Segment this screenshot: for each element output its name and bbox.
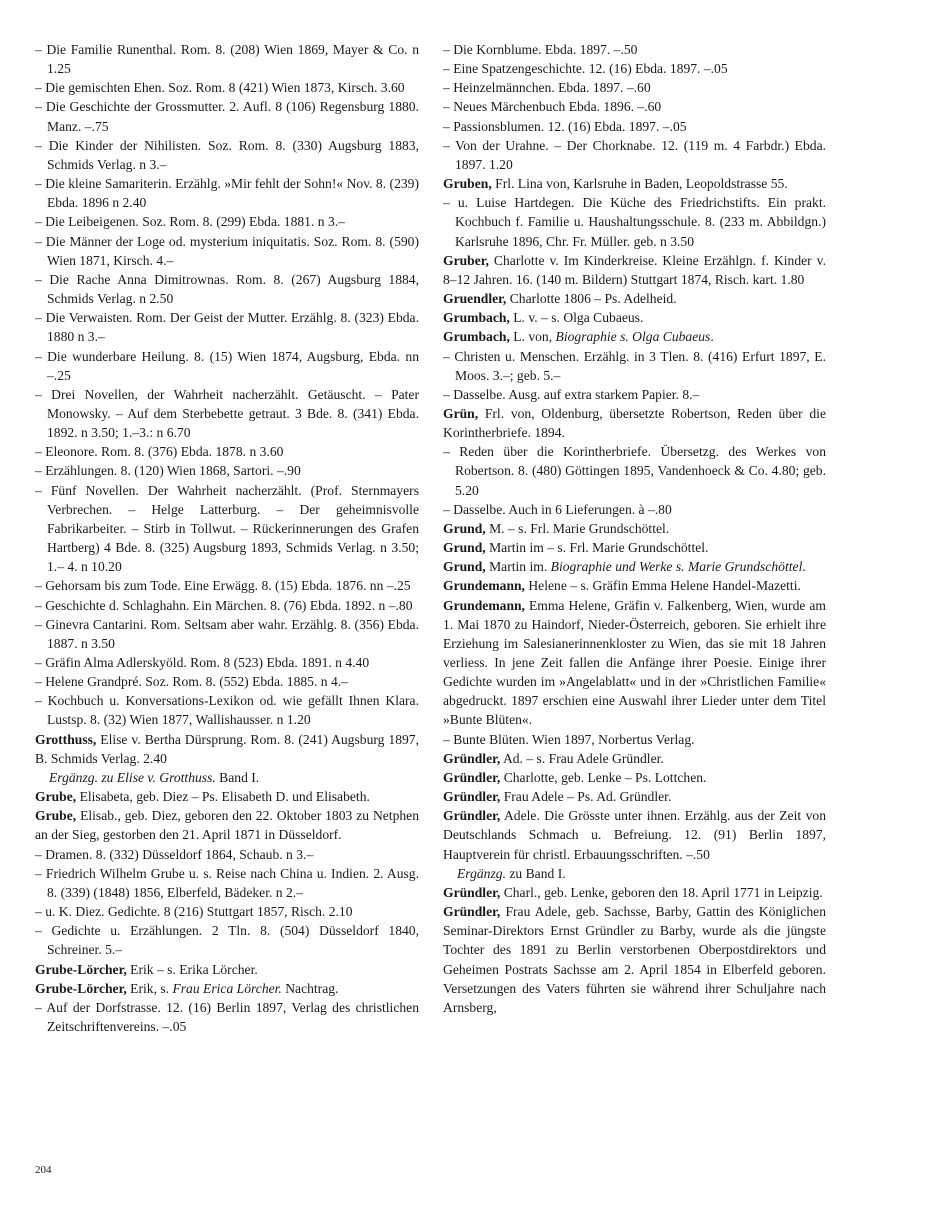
entry-headword: Gruendler, bbox=[443, 291, 507, 307]
sub-entry bbox=[35, 136, 419, 174]
entry-text: Frl. Lina von, Karlsruhe in Baden, Leopoldstrasse 55. bbox=[491, 176, 788, 192]
entry-text: – Bunte Blüten. Wien 1897, Norbertus Verlag. bbox=[443, 731, 695, 747]
entry-headword: Grund, bbox=[443, 559, 486, 575]
entry-text: – Drei Novellen, der Wahrheit nacherzählt. Getäuscht. – Pater Monowsky. – Auf dem Sterbebette getraut. 3 Bde. 8. (341) Ebda. 1892. n 3.50; 1.–3.: n 6.70 bbox=[35, 386, 419, 441]
entry-text: – Reden über die Korintherbriefe. Übersetzg. des Werkes von Robertson. 8. (480) Göttingen 1895, Vandenhoeck & Co. 4.80; geb. 5.20 bbox=[443, 444, 826, 498]
entry-text: Charlotte, geb. Lenke – Ps. Lottchen. bbox=[500, 769, 707, 785]
entry-italic: Biographie s. Olga Cubaeus bbox=[555, 329, 711, 345]
sub-entry bbox=[35, 653, 419, 672]
index-entry bbox=[443, 519, 826, 538]
entry-headword: Gründler, bbox=[443, 789, 501, 805]
entry-text: zu Band I. bbox=[505, 865, 566, 881]
entry-text: Elisab., geb. Diez, geboren den 22. Oktober 1803 zu Netphen an der Sieg, gestorben den 21. April 1871 in Düsseldorf. bbox=[35, 808, 419, 843]
entry-text: – Dasselbe. Auch in 6 Lieferungen. à –.80 bbox=[443, 501, 672, 517]
entry-headword: Grotthuss, bbox=[35, 731, 97, 747]
entry-headword: Grundemann, bbox=[443, 597, 525, 613]
right-column bbox=[443, 40, 826, 1017]
entry-text: – Auf der Dorfstrasse. 12. (16) Berlin 1897, Verlag des christlichen Zeitschriftenvereins. –.05 bbox=[35, 999, 419, 1034]
sub-entry bbox=[443, 117, 826, 136]
entry-text: – Die Familie Runenthal. Rom. 8. (208) Wien 1869, Mayer & Co. n 1.25 bbox=[35, 42, 419, 77]
sub-entry bbox=[35, 385, 419, 442]
entry-headword: Grube, bbox=[35, 808, 77, 824]
sub-entry bbox=[443, 442, 826, 499]
entry-text: Erik, s. bbox=[126, 980, 173, 996]
entry-text: – Die Kinder der Nihilisten. Soz. Rom. 8. (330) Augsburg 1883, Schmids Verlag. n 3.– bbox=[35, 137, 419, 172]
entry-text: – Passionsblumen. 12. (16) Ebda. 1897. –.05 bbox=[443, 118, 687, 134]
entry-text: – Ginevra Cantarini. Rom. Seltsam aber wahr. Erzählg. 8. (356) Ebda. 1887. n 3.50 bbox=[35, 616, 419, 651]
sub-entry bbox=[35, 270, 419, 308]
entry-headword: Gruben, bbox=[443, 176, 492, 192]
entry-text: – Die Verwaisten. Rom. Der Geist der Mutter. Erzählg. 8. (323) Ebda. 1880 n 3.– bbox=[35, 310, 419, 345]
index-entry bbox=[443, 576, 826, 595]
index-entry bbox=[35, 730, 419, 768]
entry-text: – Erzählungen. 8. (120) Wien 1868, Sartori. –.90 bbox=[35, 463, 301, 479]
entry-headword: Grube-Lörcher, bbox=[35, 980, 127, 996]
index-entry bbox=[443, 883, 826, 902]
entry-headword: Grumbach, bbox=[443, 329, 510, 345]
entry-text: – Eine Spatzengeschichte. 12. (16) Ebda. 1897. –.05 bbox=[443, 61, 728, 77]
sub-entry bbox=[35, 40, 419, 78]
entry-text: – Eleonore. Rom. 8. (376) Ebda. 1878. n 3.60 bbox=[35, 444, 284, 460]
sub-entry bbox=[443, 500, 826, 519]
index-entry bbox=[443, 174, 826, 193]
entry-tail: Nachtrag. bbox=[281, 980, 339, 996]
sub-entry bbox=[35, 596, 419, 615]
entry-headword: Grund, bbox=[443, 540, 486, 556]
sub-entry bbox=[443, 59, 826, 78]
entry-text: Adele. Die Grösste unter ihnen. Erzählg. aus der Zeit von Deutschlands Schmach u. Befreiung. 12. (91) Berlin 1897, Hauptverein für christl. Erbauungsschriften. –.50 bbox=[443, 808, 826, 862]
entry-text: M. – s. Frl. Marie Grundschöttel. bbox=[485, 520, 670, 536]
index-entry bbox=[443, 768, 826, 787]
sub-entry bbox=[35, 615, 419, 653]
sub-entry bbox=[35, 174, 419, 212]
sub-entry bbox=[35, 308, 419, 346]
entry-text: – Geschichte d. Schlaghahn. Ein Märchen. 8. (76) Ebda. 1892. n –.80 bbox=[35, 597, 413, 613]
sub-entry bbox=[35, 232, 419, 270]
entry-text: – Friedrich Wilhelm Grube u. s. Reise nach China u. Indien. 2. Ausg. 8. (339) (1848) 1856, Elberfeld, Bädeker. n 2.– bbox=[35, 865, 419, 900]
entry-text: – Die Leibeigenen. Soz. Rom. 8. (299) Ebda. 1881. n 3.– bbox=[35, 214, 345, 230]
index-entry bbox=[443, 404, 826, 442]
entry-headword: Grundemann, bbox=[443, 578, 525, 594]
entry-text: L. von, bbox=[509, 329, 556, 345]
sub-entry bbox=[443, 347, 826, 385]
entry-text: – u. K. Diez. Gedichte. 8 (216) Stuttgart 1857, Risch. 2.10 bbox=[35, 904, 353, 920]
entry-tail: . bbox=[802, 559, 806, 575]
index-entry bbox=[443, 289, 826, 308]
entry-italic: Ergänzg. zu Elise v. Grotthuss. bbox=[49, 769, 216, 785]
entry-text: – Dasselbe. Ausg. auf extra starkem Papier. 8.– bbox=[443, 386, 700, 402]
index-entry bbox=[35, 979, 419, 998]
entry-text: – Die Geschichte der Grossmutter. 2. Aufl. 8 (106) Regensburg 1880. Manz. –.75 bbox=[35, 99, 419, 134]
entry-text: – Gehorsam bis zum Tode. Eine Erwägg. 8. (15) Ebda. 1876. nn –.25 bbox=[35, 578, 411, 594]
entry-text: Martin im – s. Frl. Marie Grundschöttel. bbox=[485, 540, 709, 556]
entry-text: Elise v. Bertha Dürsprung. Rom. 8. (241) Augsburg 1897, B. Schmids Verlag. 2.40 bbox=[35, 731, 419, 766]
entry-italic: Frau Erica Lörcher. bbox=[172, 980, 282, 996]
entry-headword: Grube, bbox=[35, 789, 77, 805]
entry-text: – Die Kornblume. Ebda. 1897. –.50 bbox=[443, 42, 638, 57]
entry-headword: Gründler, bbox=[443, 904, 501, 920]
entry-text: – Von der Urahne. – Der Chorknabe. 12. (119 m. 4 Farbdr.) Ebda. 1897. 1.20 bbox=[443, 137, 826, 172]
index-entry bbox=[443, 596, 826, 730]
entry-headword: Grube-Lörcher, bbox=[35, 961, 127, 977]
sub-entry bbox=[35, 864, 419, 902]
entry-text: – Dramen. 8. (332) Düsseldorf 1864, Schaub. n 3.– bbox=[35, 846, 314, 862]
entry-headword: Gründler, bbox=[443, 808, 501, 824]
index-entry bbox=[443, 538, 826, 557]
index-entry bbox=[443, 806, 826, 863]
entry-text: – Die kleine Samariterin. Erzählg. »Mir fehlt der Sohn!« Nov. 8. (239) Ebda. 1896 n 2.40 bbox=[35, 176, 419, 211]
entry-text: Frau Adele – Ps. Ad. Gründler. bbox=[500, 789, 672, 805]
sub-entry bbox=[443, 40, 826, 59]
sub-entry bbox=[35, 576, 419, 595]
index-entry bbox=[35, 960, 419, 979]
entry-text: – Christen u. Menschen. Erzählg. in 3 Tlen. 8. (416) Erfurt 1897, E. Moos. 3.–; geb. 5.– bbox=[443, 348, 826, 383]
entry-text: – Fünf Novellen. Der Wahrheit nacherzählt. (Prof. Sternmayers Verbrechen. – Helge Latterburg. – Der geheimnisvolle Fabrikarbeiter. – Stirb in Tollwut. – Rückerinnerungen des Grafen Hartberg) 4 Bde. 8. (325) Augsburg 1893, Schmids Verlag. n 3.50; 1.– 4. n 10.20 bbox=[35, 482, 419, 575]
sub-entry bbox=[35, 691, 419, 729]
index-entry bbox=[443, 308, 826, 327]
entry-text: Erik – s. Erika Lörcher. bbox=[126, 961, 258, 977]
sub-entry bbox=[35, 347, 419, 385]
index-entry bbox=[443, 902, 826, 1017]
entry-tail: . bbox=[710, 329, 714, 345]
sub-entry bbox=[35, 481, 419, 577]
sub-entry bbox=[443, 136, 826, 174]
entry-text: – Helene Grandpré. Soz. Rom. 8. (552) Ebda. 1885. n 4.– bbox=[35, 674, 348, 690]
index-entry bbox=[443, 557, 826, 576]
entry-text: – Die wunderbare Heilung. 8. (15) Wien 1874, Augsburg, Ebda. nn –.25 bbox=[35, 348, 419, 383]
left-column bbox=[35, 40, 419, 1036]
entry-text: Frl. von, Oldenburg, übersetzte Robertson, Reden über die Korintherbriefe. 1894. bbox=[443, 405, 826, 441]
entry-italic: Biographie und Werke s. Marie Grundschöttel bbox=[550, 559, 803, 575]
index-entry bbox=[35, 806, 419, 844]
entry-italic: Ergänzg. bbox=[457, 865, 506, 881]
index-entry bbox=[35, 787, 419, 806]
entry-text: – Gräfin Alma Adlerskyöld. Rom. 8 (523) Ebda. 1891. n 4.40 bbox=[35, 655, 370, 670]
entry-headword: Gruber, bbox=[443, 252, 489, 268]
sub-entry bbox=[35, 845, 419, 864]
entry-text: Ad. – s. Frau Adele Gründler. bbox=[500, 750, 664, 766]
entry-headword: Grund, bbox=[443, 520, 486, 536]
entry-headword: Gründler, bbox=[443, 750, 501, 766]
sub-entry bbox=[443, 385, 826, 404]
entry-text: L. v. – s. Olga Cubaeus. bbox=[509, 310, 644, 326]
sub-entry bbox=[443, 730, 826, 749]
entry-text: – Heinzelmännchen. Ebda. 1897. –.60 bbox=[443, 80, 651, 96]
sub-entry bbox=[443, 97, 826, 116]
entry-headword: Gründler, bbox=[443, 884, 501, 900]
entry-text: – Gedichte u. Erzählungen. 2 Tln. 8. (504) Düsseldorf 1840, Schreiner. 5.– bbox=[35, 923, 419, 958]
index-entry bbox=[443, 787, 826, 806]
entry-text: Emma Helene, Gräfin v. Falkenberg, Wien, wurde am 1. Mai 1870 zu Haindorf, Nieder-Österreich, geboren. Sie erhielt ihre Erziehung im Salesianerinnenkloster zu Wien, das sie mit 18 Jahren verliess. In jene Zeit fallen die Anfänge ihrer Poesie. Einige ihrer Gedichte wurden im »Angelablatt« und in der »Christlichen Familie« abgedruckt. 1897 erschien eine Auswahl ihrer Lieder unter dem Titel »Bunte Blüten«. bbox=[443, 597, 826, 728]
page-number: 204 bbox=[35, 1164, 52, 1176]
sub-entry bbox=[443, 78, 826, 97]
index-entry bbox=[443, 749, 826, 768]
entry-note bbox=[35, 768, 419, 787]
entry-text: – Die Männer der Loge od. mysterium iniquitatis. Soz. Rom. 8. (590) Wien 1871, Kirsch. 4.– bbox=[35, 233, 419, 268]
sub-entry bbox=[35, 78, 419, 97]
entry-text: – Neues Märchenbuch Ebda. 1896. –.60 bbox=[443, 99, 662, 115]
sub-entry bbox=[35, 442, 419, 461]
entry-text: – Die gemischten Ehen. Soz. Rom. 8 (421) Wien 1873, Kirsch. 3.60 bbox=[35, 80, 405, 96]
entry-headword: Grumbach, bbox=[443, 310, 510, 326]
entry-text: Band I. bbox=[215, 769, 260, 785]
index-entry bbox=[443, 327, 826, 346]
sub-entry bbox=[35, 212, 419, 231]
index-entry bbox=[443, 251, 826, 289]
entry-text: – Die Rache Anna Dimitrownas. Rom. 8. (267) Augsburg 1884, Schmids Verlag. n 2.50 bbox=[35, 271, 419, 307]
sub-entry bbox=[35, 902, 419, 921]
sub-entry bbox=[443, 193, 826, 250]
entry-text: Frau Adele, geb. Sachsse, Barby, Gattin des Königlichen Seminar-Direktors Ernst Gründler zu Barby, wurde als die jüngste Tochter des 1891 zu Berlin verstorbenen Oberpostdirektors und Geheimen Postrats Sachsse am 2. April 1854 in Elberfeld geboren. Versetzungen des Vaters führten sie während ihrer Schuljahre nach Arnsberg, bbox=[443, 904, 826, 1015]
sub-entry bbox=[35, 461, 419, 480]
entry-text: – u. Luise Hartdegen. Die Küche des Friedrichstifts. Ein prakt. Kochbuch f. Familie u. Haushaltungsschule. 8. (233 m. Abbildgn.) Karlsruhe 1896, Chr. Fr. Müller. geb. n 3.50 bbox=[443, 195, 826, 249]
sub-entry bbox=[35, 672, 419, 691]
sub-entry bbox=[35, 998, 419, 1036]
sub-entry bbox=[35, 97, 419, 135]
entry-text: Helene – s. Gräfin Emma Helene Handel-Mazetti. bbox=[524, 578, 801, 594]
entry-text: – Kochbuch u. Konversations-Lexikon od. wie gefällt Ihnen Klara. Lustsp. 8. (32) Wien 1877, Wallishausser. n 1.20 bbox=[35, 693, 419, 728]
entry-headword: Grün, bbox=[443, 405, 479, 421]
entry-note bbox=[443, 864, 826, 883]
entry-text: Charl., geb. Lenke, geboren den 18. April 1771 in Leipzig. bbox=[500, 884, 823, 900]
entry-text: Martin im. bbox=[485, 559, 551, 575]
sub-entry bbox=[35, 921, 419, 959]
entry-headword: Gründler, bbox=[443, 769, 501, 785]
entry-text: Charlotte v. Im Kinderkreise. Kleine Erzählgn. f. Kinder v. 8–12 Jahren. 16. (140 m. Bildern) Stuttgart 1874, Risch. kart. 1.80 bbox=[443, 252, 826, 287]
entry-text: Charlotte 1806 – Ps. Adelheid. bbox=[506, 291, 677, 307]
entry-text: Elisabeta, geb. Diez – Ps. Elisabeth D. und Elisabeth. bbox=[76, 789, 370, 805]
